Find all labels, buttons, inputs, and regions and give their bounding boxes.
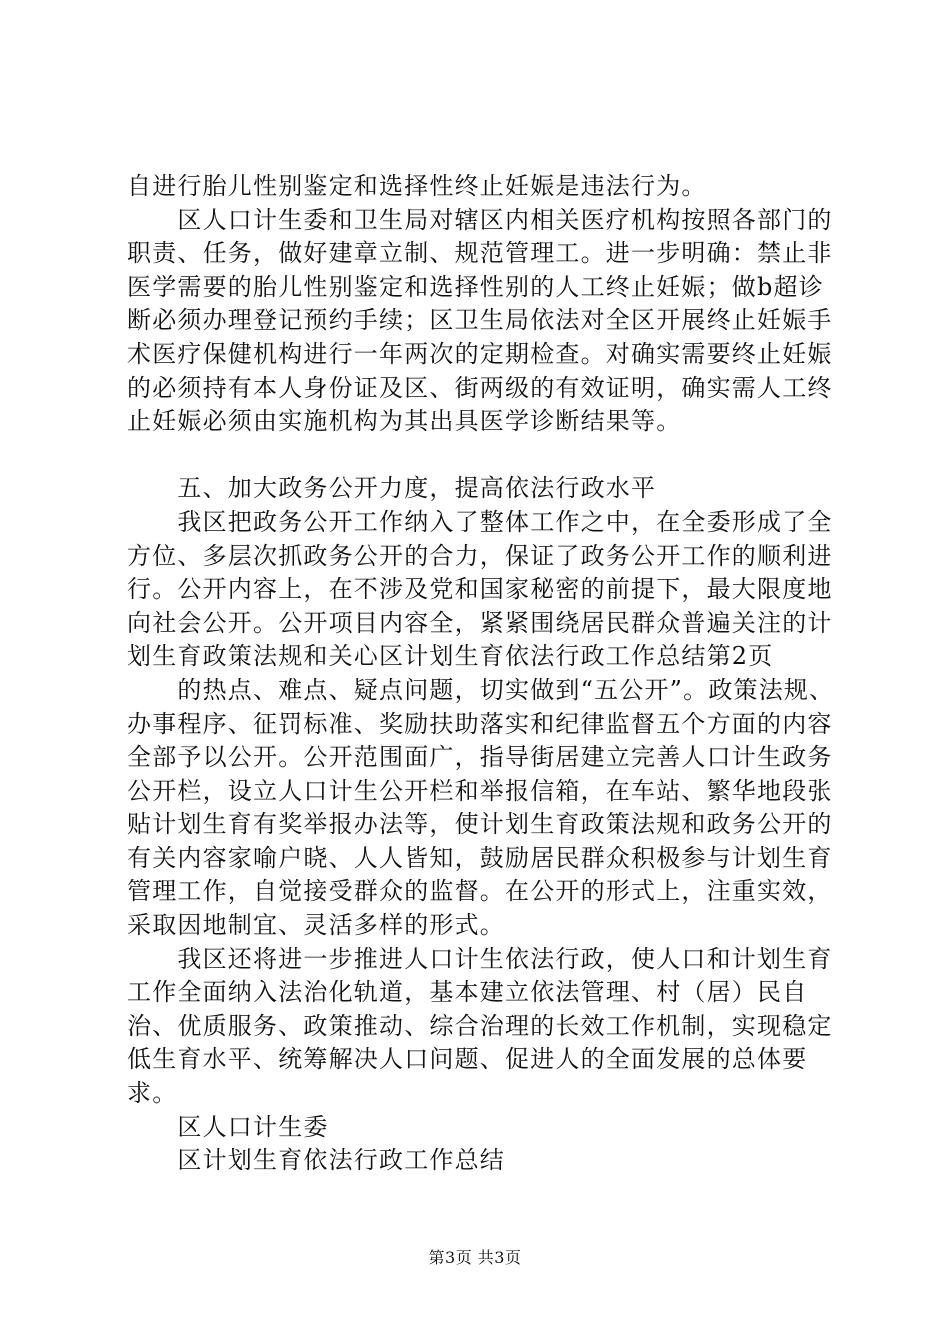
page-footer: 第3页 共3页: [428, 1248, 522, 1267]
paragraph-spacer: [127, 439, 837, 473]
paragraph: 我区把政务公开工作纳入了整体工作之中，在全委形成了全方位、多层次抓政务公开的合力，保证了政务公开工作的顺利进行。公开内容上，在不涉及党和国家秘密的前提下，最大限度地向社会公开。公开项目内容全，紧紧围绕居民群众普遍关注的计划生育政策法规和关心区计划生育依法行政工作总结第2页: [127, 507, 833, 671]
paragraph: 我区还将进一步推进人口计生依法行政，使人口和计划生育工作全面纳入法治化轨道，基本建立依法管理、村（居）民自治、优质服务、政策推动、综合治理的长效工作机制，实现稳定低生育水平、统筹解决人口问题、促进人的全面发展的总体要求。: [127, 944, 833, 1108]
signature-organization: 区人口计生委: [127, 1112, 329, 1141]
paragraph: 自进行胎儿性别鉴定和选择性终止妊娠是违法行为。: [127, 172, 707, 200]
paragraph: 的热点、难点、疑点问题，切实做到“五公开”。政策法规、办事程序、征罚标准、奖励扶助落实和纪律监督五个方面的内容全部予以公开。公开范围面广，指导街居建立完善人口计生政务公开栏，设立人口计生公开栏和举报信箱，在车站、繁华地段张贴计划生育有奖举报办法等，使计划生育政策法规和政务公开的有关内容家喻户晓、人人皆知，鼓励居民群众积极参与计划生育管理工作，自觉接受群众的监督。在公开的形式上，注重实效，采取因地制宜、灵活多样的形式。: [127, 675, 835, 940]
section-heading: 五、加大政务公开力度，提高依法行政水平: [127, 474, 657, 503]
document-body: [127, 170, 837, 1178]
document-title-line: 区计划生育依法行政工作总结: [127, 1146, 505, 1175]
paragraph: 区人口计生委和卫生局对辖区内相关医疗机构按照各部门的职责、任务，做好建章立制、规范管理工。进一步明确：禁止非医学需要的胎儿性别鉴定和选择性别的人工终止妊娠；做b超诊断必须办理登记预约手续；区卫生局依法对全区开展终止妊娠手术医疗保健机构进行一年两次的定期检查。对确实需要终止妊娠的必须持有本人身份证及区、街两级的有效证明，确实需人工终止妊娠必须由实施机构为其出具医学诊断结果等。: [127, 205, 833, 436]
